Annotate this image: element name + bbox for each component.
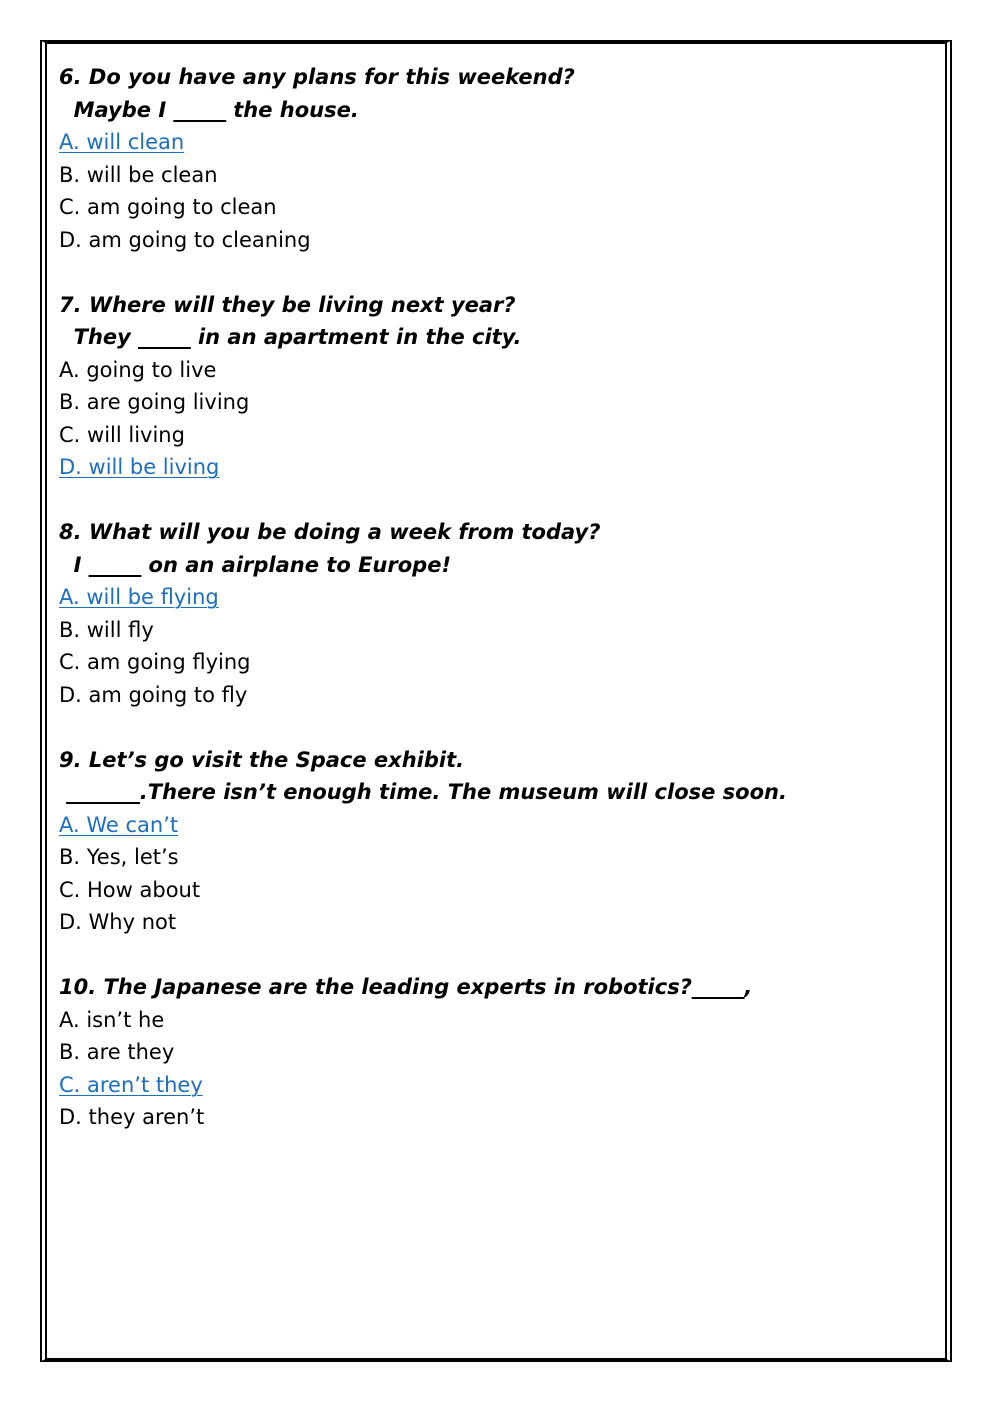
question-8 [59, 516, 939, 711]
option-d: D. am going to cleaning [59, 227, 311, 252]
question-prompt: _______.There isn’t enough time. The museum will close soon. [59, 780, 787, 804]
question-text: 9. Let’s go visit the Space exhibit. [59, 747, 465, 772]
question-prompt: Maybe I _____ the house. [59, 97, 359, 122]
option-c-correct[interactable]: C. aren’t they [59, 1072, 203, 1097]
option-b: B. are they [59, 1040, 175, 1064]
question-text: 8. What will you be doing a week from today? [59, 520, 601, 544]
option-d-correct[interactable]: D. will be living [59, 455, 220, 479]
option-d: D. they aren’t [59, 1105, 205, 1129]
option-a: A. isn’t he [59, 1007, 165, 1032]
option-a-correct[interactable]: A. will be flying [59, 585, 219, 609]
question-text: 6. Do you have any plans for this weekend? [59, 65, 575, 89]
option-c: C. am going to clean [59, 195, 277, 219]
option-c: C. How about [59, 877, 201, 902]
option-b: B. will be clean [59, 162, 218, 187]
quiz-content [59, 61, 939, 1166]
option-a-correct[interactable]: A. will clean [59, 130, 185, 154]
question-7 [59, 289, 939, 484]
question-10 [59, 971, 939, 1134]
question-text: 7. Where will they be living next year? [59, 292, 516, 317]
question-6 [59, 61, 939, 256]
question-9 [59, 744, 939, 939]
option-a: A. going to live [59, 357, 217, 382]
option-b: B. will fly [59, 617, 154, 642]
question-text: 10. The Japanese are the leading experts in robotics?_____, [59, 975, 753, 999]
option-b: B. Yes, let’s [59, 845, 179, 869]
question-prompt: I _____ on an airplane to Europe! [59, 552, 452, 577]
option-b: B. are going living [59, 390, 250, 414]
question-prompt: They _____ in an apartment in the city. [59, 325, 522, 349]
option-c: C. am going flying [59, 650, 251, 674]
option-a-correct[interactable]: A. We can’t [59, 812, 179, 837]
option-c: C. will living [59, 422, 185, 447]
option-d: D. am going to fly [59, 682, 248, 707]
option-d: D. Why not [59, 910, 177, 934]
